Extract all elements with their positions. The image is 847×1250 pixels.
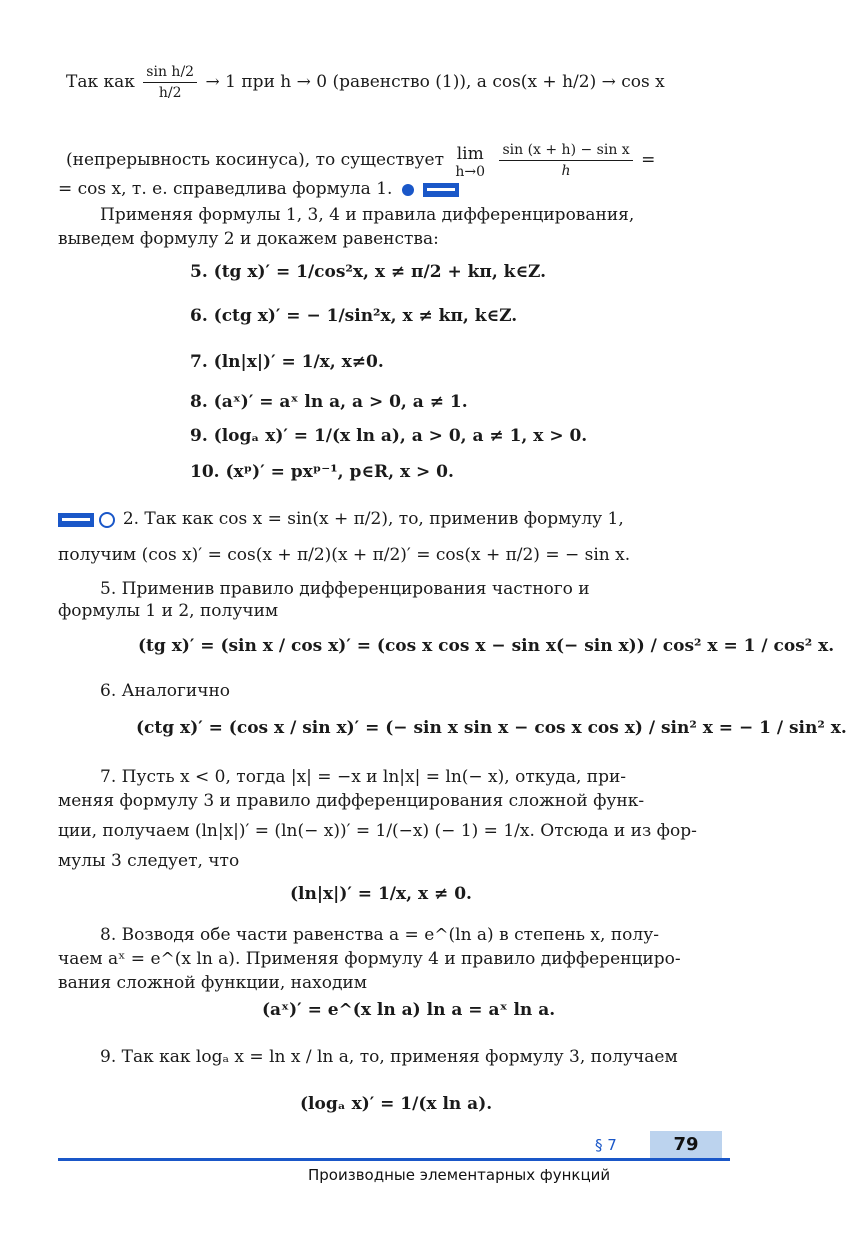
proof-2-line-1 [58, 508, 624, 530]
lim-operator [455, 143, 485, 179]
proof-7-line-4: мулы 3 следует, что [58, 851, 240, 871]
limit-line-2 [66, 140, 655, 181]
proof-7-line-1: 7. Пусть x < 0, тогда |x| = −x и ln|x| = ln(− x), откуда, при- [100, 767, 627, 787]
footer-rule [58, 1158, 730, 1161]
proof-6-line-1: 6. Аналогично [100, 681, 231, 701]
intro-line-1: Применяя формулы 1, 3, 4 и правила дифференцирования, [100, 205, 635, 225]
proof-8-line-3: вания сложной функции, находим [58, 973, 367, 993]
formula-6: 6. (ctg x)′ = − 1/sin²x, x ≠ kπ, k∈Z. [190, 306, 518, 326]
page-number: 79 [650, 1131, 722, 1159]
proof-2-text: 2. Так как cos x = sin(x + π/2), то, применив формулу 1, [122, 509, 624, 529]
proof-8-line-1: 8. Возводя обе части равенства a = e^(ln a) в степень x, полу- [100, 925, 659, 945]
formula-8: 8. (aˣ)′ = aˣ ln a, a > 0, a ≠ 1. [190, 392, 468, 412]
limit-statement: → 1 при h → 0 (равенство (1)), а cos(x + h/2) → cos x [205, 72, 665, 92]
running-head: Производные элементарных функций [308, 1166, 611, 1184]
intro-line-2: выведем формулу 2 и докажем равенства: [58, 229, 439, 249]
lim-label: lim [456, 143, 484, 164]
end-proof-dot-icon [402, 184, 414, 196]
lead-text: Так как [66, 72, 135, 92]
continuity-text: (непрерывность косинуса), то существует [66, 150, 444, 170]
proof-5-line-1: 5. Применив правило дифференцирования частного и [100, 579, 590, 599]
formula-9: 9. (logₐ x)′ = 1/(x ln a), a > 0, a ≠ 1, x > 0. [190, 426, 588, 446]
proof-start-ring-icon [99, 512, 115, 528]
formula-1-conclusion [58, 178, 459, 200]
proof-5-equation: (tg x)′ = (sin x / cos x)′ = (cos x cos x − sin x(− sin x)) / cos² x = 1 / cos² x. [138, 636, 835, 656]
proof-7-equation: (ln|x|)′ = 1/x, x ≠ 0. [290, 884, 472, 904]
section-marker: § 7 [595, 1136, 617, 1154]
proof-9-line-1: 9. Так как logₐ x = ln x / ln a, то, применяя формулу 3, получаем [100, 1047, 678, 1067]
lim-subscript: h→0 [455, 163, 486, 180]
frac-denominator: h/2 [158, 85, 182, 101]
proof-8-equation: (aˣ)′ = e^(x ln a) ln a = aˣ ln a. [262, 1000, 556, 1020]
proof-6-equation: (ctg x)′ = (cos x / sin x)′ = (− sin x sin x − cos x cos x) / sin² x = − 1 / sin² x. [136, 718, 847, 738]
conclusion-text: = cos x, т. е. справедлива формула 1. [58, 179, 393, 199]
equals-sign: = [641, 150, 656, 170]
proof-8-line-2: чаем aˣ = e^(x ln a). Применяя формулу 4 и правило дифференциро- [58, 949, 681, 969]
proof-2-line-2: получим (cos x)′ = cos(x + π/2)(x + π/2)′ = cos(x + π/2) = − sin x. [58, 545, 631, 565]
limit-line-1 [66, 62, 665, 103]
proof-5-line-2: формулы 1 и 2, получим [58, 601, 279, 621]
proof-7-line-3: ции, получаем (ln|x|)′ = (ln(− x))′ = 1/(−x) (− 1) = 1/x. Отсюда и из фор- [58, 821, 697, 841]
proof-7-line-2: меняя формулу 3 и правило дифференцирования сложной функ- [58, 791, 645, 811]
formula-10: 10. (xᵖ)′ = pxᵖ⁻¹, p∈R, x > 0. [190, 462, 454, 482]
sinc-fraction [143, 62, 197, 103]
frac-numerator: sin h/2 [143, 62, 197, 83]
quotient-numerator: sin (x + h) − sin x [499, 140, 632, 161]
end-proof-bar-icon [423, 183, 459, 197]
proof-start-bar-icon [58, 513, 94, 527]
proof-9-equation: (logₐ x)′ = 1/(x ln a). [300, 1094, 493, 1114]
quotient-denominator: h [561, 163, 571, 179]
formula-5: 5. (tg x)′ = 1/cos²x, x ≠ π/2 + kπ, k∈Z. [190, 262, 547, 282]
formula-7: 7. (ln|x|)′ = 1/x, x≠0. [190, 352, 384, 372]
difference-quotient [499, 140, 632, 181]
